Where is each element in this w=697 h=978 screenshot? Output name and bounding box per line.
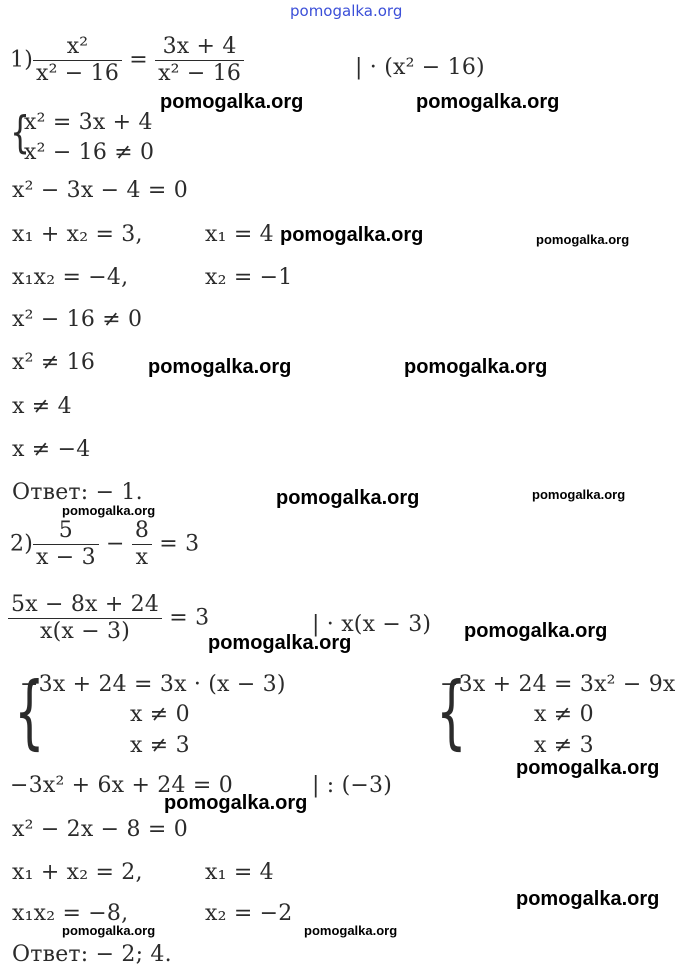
watermark: pomogalka.org [208, 632, 352, 654]
p1-equation: 1) $\frac{\text{x²}}{\text{x² − 16}}$ = $\frac{3x + 4}{\text{x² − 16}}$ [10, 34, 244, 87]
p2-frac1 [33, 518, 99, 571]
p1-multiplier: | · (x² − 16) [355, 55, 485, 80]
p1-vieta-product: x₁x₂ = −4, [12, 265, 129, 290]
p2-frac1-num: 5 [58, 518, 73, 543]
p2-frac2-num: 8 [134, 518, 150, 543]
watermark: pomogalka.org [164, 792, 308, 814]
p2-frac2 [132, 518, 152, 571]
p1-system-line2: x² − 16 ≠ 0 [24, 140, 155, 165]
watermark: pomogalka.org [160, 91, 304, 113]
p1-frac-left [33, 34, 122, 87]
watermark: pomogalka.org [416, 91, 560, 113]
p1-frac-right [155, 34, 244, 87]
p2-sysB-line2: x ≠ 0 [534, 702, 594, 727]
p2-sysA-line1: −3x + 24 = 3x · (x − 3) [20, 672, 286, 697]
watermark: pomogalka.org [536, 232, 630, 247]
p2-combined-rhs: = 3 [169, 605, 210, 631]
p1-domain-line2: x² ≠ 16 [12, 350, 96, 375]
watermark: pomogalka.org [148, 356, 292, 378]
p2-quadratic: x² − 2x − 8 = 0 [12, 817, 188, 842]
p1-quadratic: x² − 3x − 4 = 0 [12, 178, 188, 203]
p2-systemA-brace: { [14, 665, 45, 758]
p2-combined-num: 5x − 8x + 24 [11, 592, 160, 617]
watermark: pomogalka.org [276, 487, 420, 509]
p1-frac-left-num: x² [66, 34, 89, 59]
p2-sysA-line3: x ≠ 3 [130, 733, 190, 758]
p2-sysB-line3: x ≠ 3 [534, 733, 594, 758]
p2-minus: − [106, 531, 125, 557]
p1-frac-right-num: 3x + 4 [162, 34, 237, 59]
watermark: pomogalka.org [404, 356, 548, 378]
p2-sysB-line1: −3x + 24 = 3x² − 9x [440, 672, 676, 697]
p2-equation [10, 518, 199, 571]
p1-frac-right-den: x² − 16 [158, 61, 242, 86]
p1-domain-line4: x ≠ −4 [12, 437, 91, 462]
p1-root1: x₁ = 4 [205, 222, 274, 247]
watermark: pomogalka.org [516, 888, 660, 910]
p2-sysA-line2: x ≠ 0 [130, 702, 190, 727]
p1-frac-left-den: x² − 16 [35, 61, 120, 86]
p2-root2: x₂ = −2 [205, 901, 293, 926]
p2-equation-main: −3x² + 6x + 24 = 0 [10, 773, 233, 798]
watermark: pomogalka.org [464, 620, 608, 642]
p1-domain-line3: x ≠ 4 [12, 394, 72, 419]
p2-frac2-den: x [135, 545, 149, 570]
p1-vieta-sum: x₁ + x₂ = 3, [12, 222, 143, 247]
p2-number: 2) [10, 531, 33, 557]
watermark: pomogalka.org [62, 923, 156, 938]
watermark: pomogalka.org [304, 923, 398, 938]
watermark: pomogalka.org [280, 224, 424, 246]
watermark: pomogalka.org [516, 757, 660, 779]
p2-multiplier: | · x(x − 3) [312, 612, 432, 637]
p1-answer: Ответ: − 1. [12, 480, 143, 505]
p1-system-brace: { [10, 107, 30, 158]
p2-vieta-product: x₁x₂ = −8, [12, 901, 129, 926]
p2-rhs: = 3 [159, 531, 200, 557]
p2-frac1-den: x − 3 [35, 545, 96, 570]
p2-root1: x₁ = 4 [205, 860, 274, 885]
p2-combined-frac [8, 592, 162, 645]
p2-vieta-sum: x₁ + x₂ = 2, [12, 860, 143, 885]
p1-root2: x₂ = −1 [205, 265, 293, 290]
p2-systemB-brace: { [436, 665, 467, 758]
p1-domain-line1: x² − 16 ≠ 0 [12, 307, 143, 332]
p2-combined-den: x(x − 3) [40, 619, 131, 644]
p1-number: 1) [10, 47, 33, 73]
p2-combined [8, 592, 209, 645]
p2-answer: Ответ: − 2; 4. [12, 942, 172, 967]
p1-system-line1: x² = 3x + 4 [24, 110, 153, 135]
site-header[interactable]: pomogalka.org [290, 2, 403, 20]
watermark: pomogalka.org [62, 503, 156, 518]
watermark: pomogalka.org [532, 487, 626, 502]
p2-divider: | : (−3) [312, 773, 393, 798]
